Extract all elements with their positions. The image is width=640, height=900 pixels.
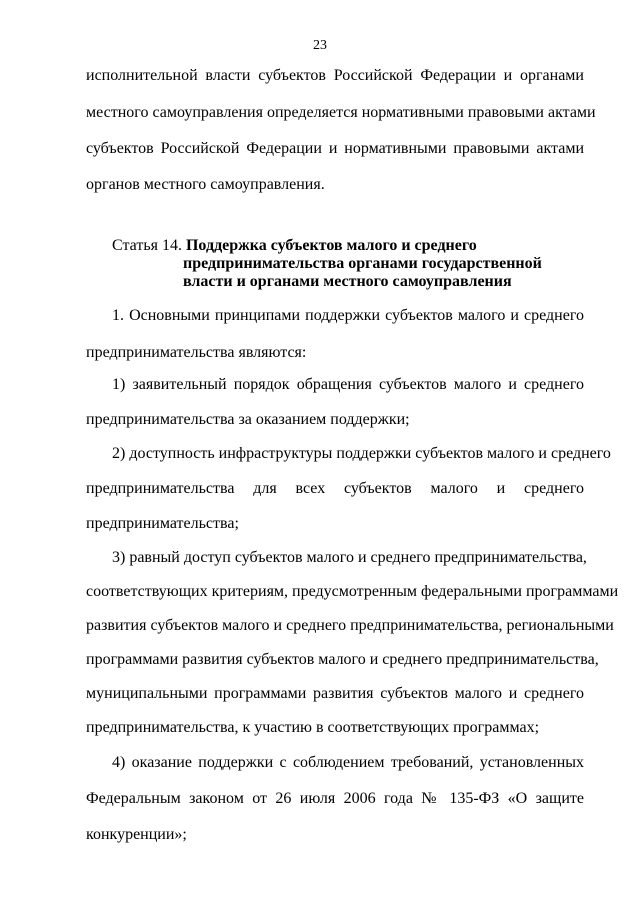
intro-line: местного самоуправления определяется нормативными правовыми актами bbox=[86, 104, 596, 121]
paragraph-line: соответствующих критериям, предусмотренным федеральными программами bbox=[86, 583, 619, 600]
article-title-line: Поддержка субъектов малого и среднего bbox=[185, 237, 477, 254]
paragraph-line: Федеральным законом от 26 июля 2006 года № 135-ФЗ «О защите bbox=[86, 790, 584, 807]
paragraph-line: 4) оказание поддержки с соблюдением требований, установленных bbox=[112, 754, 584, 771]
intro-line: субъектов Российской Федерации и нормативными правовыми актами bbox=[86, 140, 584, 157]
paragraph-line: 2) доступность инфраструктуры поддержки субъектов малого и среднего bbox=[112, 445, 611, 462]
paragraph-line: муниципальными программами развития субъектов малого и среднего bbox=[86, 685, 584, 702]
paragraph-line: программами развития субъектов малого и среднего предпринимательства, bbox=[86, 651, 599, 668]
page-number: 23 bbox=[313, 38, 327, 53]
article-title-line: власти и органами местного самоуправления bbox=[183, 273, 512, 290]
paragraph-line: предпринимательства, к участию в соответствующих программах; bbox=[86, 719, 540, 736]
paragraph-line: предпринимательства за оказанием поддержки; bbox=[86, 411, 410, 428]
paragraph-line: предпринимательства для всех субъектов малого и среднего bbox=[86, 480, 584, 497]
paragraph-line: 1) заявительный порядок обращения субъектов малого и среднего bbox=[112, 376, 584, 393]
paragraph-line: 3) равный доступ субъектов малого и среднего предпринимательства, bbox=[112, 549, 587, 566]
article-label: Статья 14. bbox=[112, 237, 182, 254]
intro-line: органов местного самоуправления. bbox=[86, 176, 325, 193]
paragraph-line: развития субъектов малого и среднего предпринимательства, региональными bbox=[86, 617, 614, 634]
paragraph-line: предпринимательства являются: bbox=[86, 344, 307, 361]
article-heading bbox=[112, 237, 542, 291]
article-title-line: предпринимательства органами государственной bbox=[183, 255, 542, 272]
paragraph-line: предпринимательства; bbox=[86, 515, 239, 532]
intro-line: исполнительной власти субъектов Российской Федерации и органами bbox=[86, 67, 584, 84]
paragraph-line: 1. Основными принципами поддержки субъектов малого и среднего bbox=[112, 307, 584, 324]
paragraph-line: конкуренции»; bbox=[86, 826, 187, 843]
